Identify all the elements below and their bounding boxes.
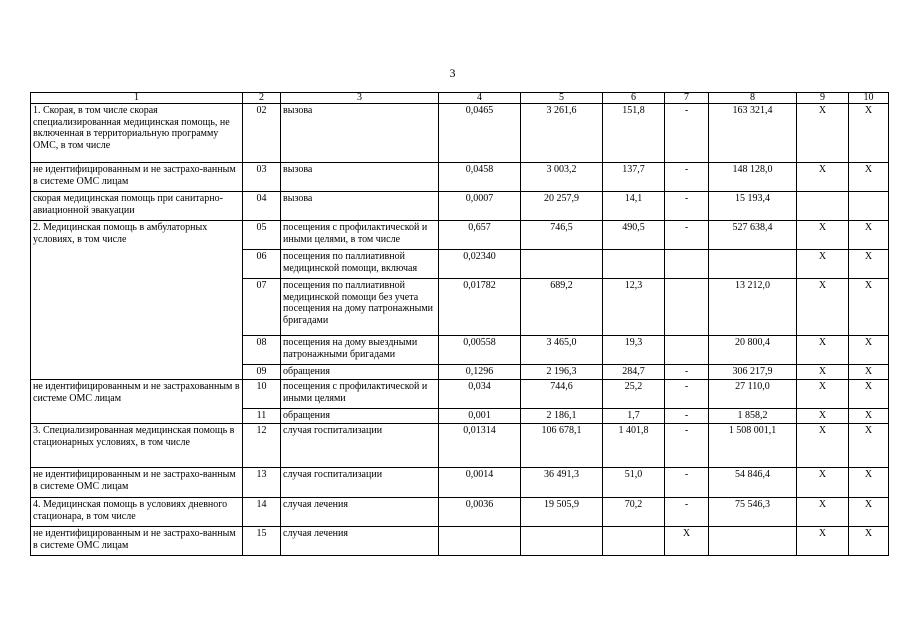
row-c4: 0,657 (439, 221, 521, 250)
row-c9: Х (797, 279, 849, 336)
row-c8: 54 846,4 (709, 468, 797, 498)
row-code: 06 (243, 250, 281, 279)
row-c7: - (665, 498, 709, 527)
row-c4: 0,0007 (439, 192, 521, 221)
row-c6: 1 401,8 (603, 424, 665, 468)
row-c4: 0,001 (439, 409, 521, 424)
row-code: 09 (243, 365, 281, 380)
row-c6 (603, 527, 665, 556)
row-c7: - (665, 192, 709, 221)
row-code: 11 (243, 409, 281, 424)
row-c8: 20 800,4 (709, 336, 797, 365)
row-code: 02 (243, 104, 281, 163)
row-c4: 0,034 (439, 380, 521, 409)
row-c6 (603, 250, 665, 279)
row-c8: 306 217,9 (709, 365, 797, 380)
row-c4: 0,0036 (439, 498, 521, 527)
row-c7 (665, 336, 709, 365)
row-c4: 0,02340 (439, 250, 521, 279)
row-c9: Х (797, 250, 849, 279)
row-c5: 3 465,0 (521, 336, 603, 365)
row-c4: 0,0458 (439, 163, 521, 192)
row-c9: Х (797, 424, 849, 468)
row-unit: обращения (281, 409, 439, 424)
row-c4: 0,1296 (439, 365, 521, 380)
row-name: 4. Медицинская помощь в условиях дневного стационара, в том числе (31, 498, 243, 527)
header-cell: 8 (709, 93, 797, 104)
row-unit: обращения (281, 365, 439, 380)
row-c7: - (665, 380, 709, 409)
row-c6: 19,3 (603, 336, 665, 365)
row-unit: вызова (281, 104, 439, 163)
row-unit: случая лечения (281, 527, 439, 556)
row-unit: вызова (281, 163, 439, 192)
row-name: не идентифицированным и не застрахо-ванным в системе ОМС лицам (31, 468, 243, 498)
data-table (30, 92, 889, 556)
row-c10: Х (849, 221, 889, 250)
row-c8 (709, 527, 797, 556)
row-unit: посещения по паллиативной медицинской помощи, включая (281, 250, 439, 279)
row-code: 03 (243, 163, 281, 192)
row-c8: 163 321,4 (709, 104, 797, 163)
row-c10: Х (849, 336, 889, 365)
row-c9: Х (797, 104, 849, 163)
row-c10 (849, 192, 889, 221)
row-name: 1. Скорая, в том числе скорая специализированная медицинская помощь, не включенная в территориальную программу ОМС, в том числе (31, 104, 243, 163)
row-name: не идентифицированным и не застрахо-ванным в системе ОМС лицам (31, 527, 243, 556)
row-code: 14 (243, 498, 281, 527)
row-unit: посещения по паллиативной медицинской помощи без учета посещения на дому патронажными бригадами (281, 279, 439, 336)
row-name: не идентифицированным и не застрахо-ванным в системе ОМС лицам (31, 163, 243, 192)
row-c4: 0,01314 (439, 424, 521, 468)
table-row (31, 192, 889, 221)
table-row (31, 221, 889, 250)
row-code: 05 (243, 221, 281, 250)
row-c7: - (665, 468, 709, 498)
header-cell: 3 (281, 93, 439, 104)
row-c6: 151,8 (603, 104, 665, 163)
table-row (31, 468, 889, 498)
row-c9 (797, 192, 849, 221)
table-row (31, 498, 889, 527)
row-name: скорая медицинская помощь при санитарно-авиационной эвакуации (31, 192, 243, 221)
row-c5: 744,6 (521, 380, 603, 409)
row-c7 (665, 250, 709, 279)
row-c6: 12,3 (603, 279, 665, 336)
row-c10: Х (849, 279, 889, 336)
row-c9: Х (797, 336, 849, 365)
row-c7: Х (665, 527, 709, 556)
row-c10: Х (849, 365, 889, 380)
row-c6: 25,2 (603, 380, 665, 409)
row-c8: 27 110,0 (709, 380, 797, 409)
row-c5: 689,2 (521, 279, 603, 336)
row-c10: Х (849, 380, 889, 409)
row-c6: 14,1 (603, 192, 665, 221)
row-c5: 746,5 (521, 221, 603, 250)
row-c10: Х (849, 527, 889, 556)
row-c9: Х (797, 221, 849, 250)
row-unit: случая лечения (281, 498, 439, 527)
row-c8: 1 508 001,1 (709, 424, 797, 468)
row-c10: Х (849, 163, 889, 192)
row-c4: 0,0014 (439, 468, 521, 498)
row-name: 3. Специализированная медицинская помощь в стационарных условиях, в том числе (31, 424, 243, 468)
row-c4: 0,00558 (439, 336, 521, 365)
row-c4 (439, 527, 521, 556)
row-c5: 19 505,9 (521, 498, 603, 527)
row-c6: 137,7 (603, 163, 665, 192)
row-c8: 75 546,3 (709, 498, 797, 527)
header-cell: 7 (665, 93, 709, 104)
row-c6: 284,7 (603, 365, 665, 380)
row-c5: 3 003,2 (521, 163, 603, 192)
row-c5: 106 678,1 (521, 424, 603, 468)
row-c8: 527 638,4 (709, 221, 797, 250)
row-c8: 13 212,0 (709, 279, 797, 336)
row-c5: 36 491,3 (521, 468, 603, 498)
row-c9: Х (797, 163, 849, 192)
row-c10: Х (849, 424, 889, 468)
row-c7: - (665, 163, 709, 192)
row-unit: посещения на дому выездными патронажными бригадами (281, 336, 439, 365)
row-c4: 0,01782 (439, 279, 521, 336)
header-cell: 9 (797, 93, 849, 104)
row-name: не идентифицированным и не застрахованным в системе ОМС лицам (31, 380, 243, 424)
table-row (31, 163, 889, 192)
row-c9: Х (797, 380, 849, 409)
row-code: 13 (243, 468, 281, 498)
row-c5: 2 196,3 (521, 365, 603, 380)
row-unit: вызова (281, 192, 439, 221)
header-cell: 6 (603, 93, 665, 104)
row-c10: Х (849, 498, 889, 527)
row-c6: 70,2 (603, 498, 665, 527)
row-unit: случая госпитализации (281, 468, 439, 498)
row-c9: Х (797, 527, 849, 556)
row-c4: 0,0465 (439, 104, 521, 163)
row-c8: 148 128,0 (709, 163, 797, 192)
row-c8 (709, 250, 797, 279)
table-row (31, 527, 889, 556)
row-c9: Х (797, 409, 849, 424)
row-c10: Х (849, 250, 889, 279)
row-c5: 20 257,9 (521, 192, 603, 221)
row-code: 12 (243, 424, 281, 468)
header-cell: 5 (521, 93, 603, 104)
row-name: 2. Медицинская помощь в амбулаторных условиях, в том числе (31, 221, 243, 380)
row-c10: Х (849, 104, 889, 163)
row-code: 08 (243, 336, 281, 365)
row-c7 (665, 279, 709, 336)
row-c5 (521, 527, 603, 556)
row-code: 15 (243, 527, 281, 556)
page-number: 3 (449, 66, 456, 80)
row-c7: - (665, 424, 709, 468)
row-unit: посещения с профилактической и иными целями, в том числе (281, 221, 439, 250)
row-c5 (521, 250, 603, 279)
table-row (31, 380, 889, 409)
table-row (31, 424, 889, 468)
row-c9: Х (797, 468, 849, 498)
row-c7: - (665, 221, 709, 250)
row-c8: 15 193,4 (709, 192, 797, 221)
row-c7: - (665, 365, 709, 380)
row-c6: 490,5 (603, 221, 665, 250)
row-c9: Х (797, 365, 849, 380)
row-code: 07 (243, 279, 281, 336)
row-c5: 2 186,1 (521, 409, 603, 424)
row-unit: посещения с профилактической и иными целями (281, 380, 439, 409)
row-c10: Х (849, 409, 889, 424)
header-cell: 2 (243, 93, 281, 104)
header-cell: 4 (439, 93, 521, 104)
table-row (31, 104, 889, 163)
row-c6: 1,7 (603, 409, 665, 424)
row-unit: случая госпитализации (281, 424, 439, 468)
row-c7: - (665, 104, 709, 163)
row-code: 04 (243, 192, 281, 221)
row-code: 10 (243, 380, 281, 409)
row-c8: 1 858,2 (709, 409, 797, 424)
row-c5: 3 261,6 (521, 104, 603, 163)
row-c6: 51,0 (603, 468, 665, 498)
row-c10: Х (849, 468, 889, 498)
header-row (31, 93, 889, 104)
header-cell: 10 (849, 93, 889, 104)
header-cell: 1 (31, 93, 243, 104)
row-c7: - (665, 409, 709, 424)
row-c9: Х (797, 498, 849, 527)
